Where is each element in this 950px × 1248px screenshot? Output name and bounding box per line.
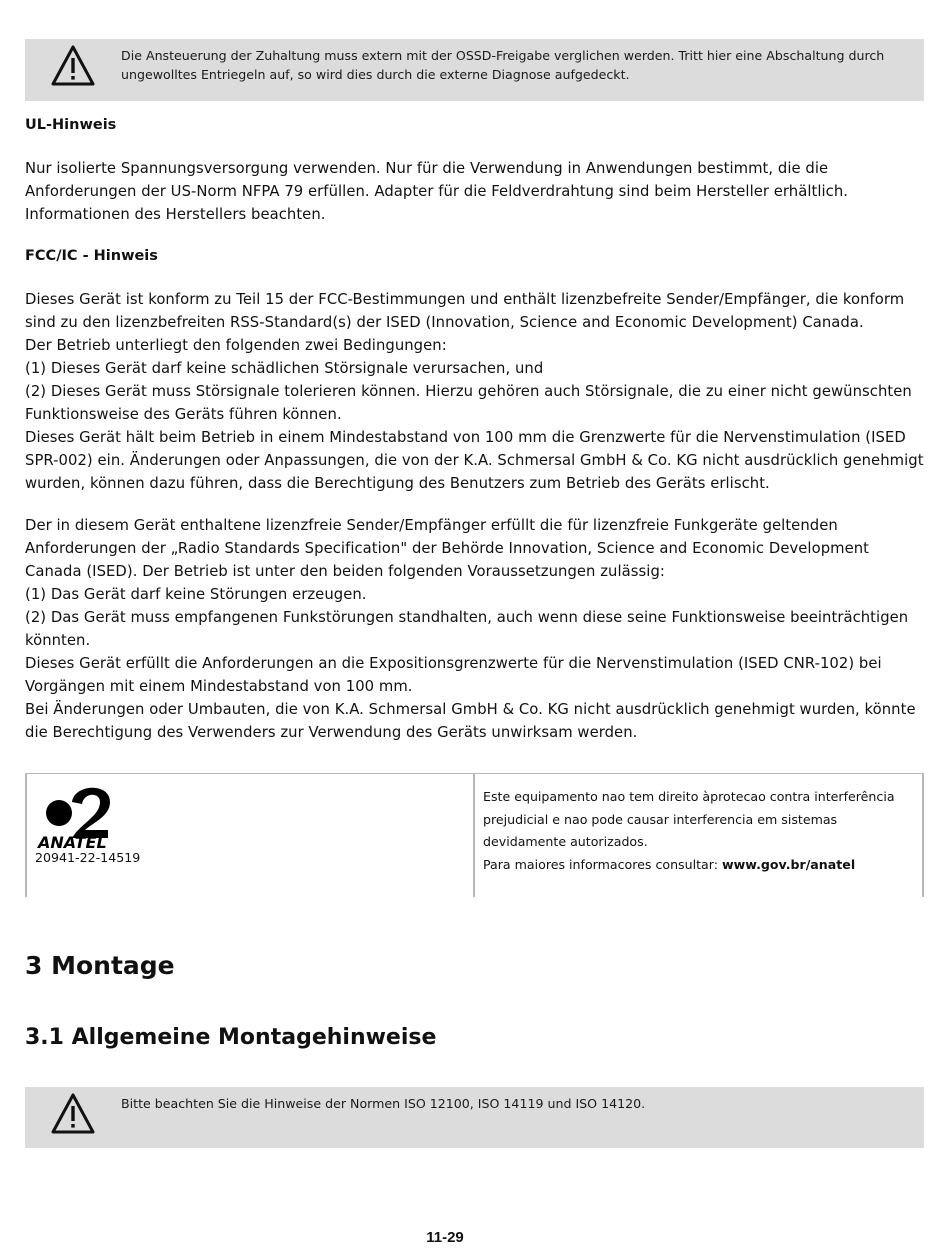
warning-triangle-icon bbox=[50, 1092, 96, 1136]
text-line: Der in diesem Gerät enthaltene lizenzfreie Sender/Empfänger erfüllt die für lizenzfreie Funkgeräte geltenden bbox=[25, 517, 838, 534]
ul-heading: UL-Hinweis bbox=[25, 117, 117, 133]
warning-box-top bbox=[25, 39, 924, 101]
text-line: Dieses Gerät ist konform zu Teil 15 der FCC-Bestimmungen und enthält lizenzbefreite Sender/Empfänger, die konform bbox=[25, 291, 905, 308]
text-line: Nur isolierte Spannungsversorgung verwenden. Nur für die Verwendung in Anwendungen bestimmt, die die bbox=[25, 160, 829, 177]
anatel-code: 20941-22-14519 bbox=[35, 850, 141, 865]
anatel-logo-icon bbox=[36, 780, 116, 850]
text-line: Informationen des Herstellers beachten. bbox=[25, 206, 326, 223]
warning-box-bottom bbox=[25, 1087, 924, 1148]
text-line: Dieses Gerät erfüllt die Anforderungen an die Expositionsgrenzwerte für die Nervenstimulation (ISED CNR-102) bei bbox=[25, 655, 882, 672]
text-line: SPR-002) ein. Änderungen oder Anpassungen, die von der K.A. Schmersal GmbH & Co. KG nicht ausdrücklich genehmigt bbox=[25, 452, 924, 469]
anatel-cell-left bbox=[26, 774, 475, 897]
anatel-logo-text: ANATEL bbox=[38, 833, 107, 850]
section-title: 3.1 Allgemeine Montagehinweise bbox=[25, 1025, 437, 1050]
text-line: (1) Dieses Gerät darf keine schädlichen Störsignale verursachen, und bbox=[25, 360, 544, 377]
text-line: Canada (ISED). Der Betrieb ist unter den beiden folgenden Voraussetzungen zulässig: bbox=[25, 563, 665, 580]
anatel-line: prejudicial e nao pode causar interferencia em sistemas bbox=[483, 811, 838, 827]
warning-line: ungewolltes Entriegeln auf, so wird dies durch die externe Diagnose aufgedeckt. bbox=[121, 67, 630, 82]
anatel-line: Este equipamento nao tem direito àprotecao contra interferência bbox=[483, 789, 895, 804]
text-line: Dieses Gerät hält beim Betrieb in einem Mindestabstand von 100 mm die Grenzwerte für die Nervenstimulation (ISED bbox=[25, 429, 906, 446]
text-line: die Berechtigung des Verwenders zur Verwendung des Geräts unwirksam werden. bbox=[25, 724, 638, 741]
warning-line: Bitte beachten Sie die Hinweise der Normen ISO 12100, ISO 14119 und ISO 14120. bbox=[121, 1096, 646, 1111]
text-line: (2) Dieses Gerät muss Störsignale tolerieren können. Hierzu gehören auch Störsignale, die zu einer nicht gewünschten bbox=[25, 383, 912, 400]
text-line: Funktionsweise des Geräts führen können. bbox=[25, 406, 342, 423]
anatel-cell-right bbox=[483, 786, 913, 876]
text-line: wurden, können dazu führen, dass die Berechtigung des Benutzers zum Betrieb des Geräts erlischt. bbox=[25, 475, 770, 492]
fcc-paragraph-1 bbox=[25, 288, 924, 495]
text-line: Vorgängen mit einem Mindestabstand von 100 mm. bbox=[25, 678, 413, 695]
fcc-heading: FCC/IC - Hinweis bbox=[25, 248, 158, 264]
anatel-consult-prefix: Para maiores informacores consultar: bbox=[483, 856, 722, 872]
text-line: (1) Das Gerät darf keine Störungen erzeugen. bbox=[25, 586, 367, 603]
table-border bbox=[922, 774, 924, 897]
warning-text-bottom bbox=[121, 1094, 904, 1113]
page-number: 11-29 bbox=[426, 1229, 464, 1246]
warning-line: Die Ansteuerung der Zuhaltung muss extern mit der OSSD-Freigabe verglichen werden. Tritt hier eine Abschaltung durch bbox=[121, 48, 885, 63]
anatel-line: devidamente autorizados. bbox=[483, 834, 648, 849]
text-line: Anforderungen der „Radio Standards Specification" der Behörde Innovation, Science and Economic Development bbox=[25, 540, 870, 557]
warning-text-top bbox=[121, 46, 904, 84]
text-line: sind zu den lizenzbefreiten RSS-Standard(s) der ISED (Innovation, Science and Economic Development) Canada. bbox=[25, 314, 864, 331]
text-line: (2) Das Gerät muss empfangenen Funkstörungen standhalten, auch wenn diese seine Funktionsweise beeinträchtigen bbox=[25, 609, 909, 626]
warning-triangle-icon bbox=[50, 44, 96, 88]
anatel-table bbox=[25, 773, 924, 896]
text-line: Bei Änderungen oder Umbauten, die von K.A. Schmersal GmbH & Co. KG nicht ausdrücklich genehmigt wurden, könnte bbox=[25, 701, 916, 718]
text-line: Anforderungen der US-Norm NFPA 79 erfüllen. Adapter für die Feldverdrahtung sind beim Hersteller erhältlich. bbox=[25, 183, 849, 200]
text-line: könnten. bbox=[25, 632, 91, 649]
anatel-consult-line bbox=[483, 854, 913, 877]
chapter-title: 3 Montage bbox=[25, 951, 175, 980]
fcc-paragraph-2 bbox=[25, 514, 924, 744]
text-line: Der Betrieb unterliegt den folgenden zwei Bedingungen: bbox=[25, 337, 447, 354]
ul-paragraph bbox=[25, 157, 924, 226]
anatel-link[interactable]: www.gov.br/anatel bbox=[721, 856, 856, 872]
